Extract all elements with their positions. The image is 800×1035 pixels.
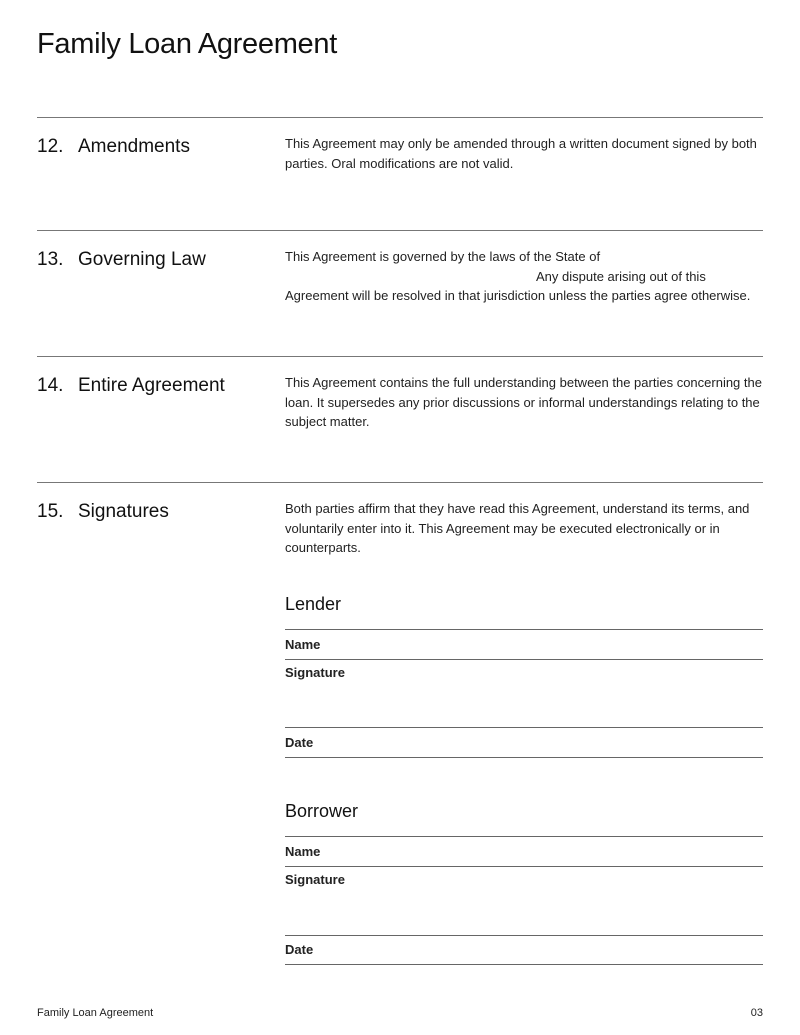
section-number: 13.	[37, 249, 64, 270]
text-line: Any dispute arising out of this	[536, 268, 706, 284]
section-text: Both parties affirm that they have read this Agreement, understand its terms, and voluntarily enter into it. This Agreement may be executed electronically or in counterparts.	[285, 501, 750, 555]
divider	[285, 866, 763, 867]
section-title: Signatures	[78, 501, 169, 522]
section-title: Entire Agreement	[78, 375, 225, 396]
text-line: This Agreement is governed by the laws of the State of	[285, 249, 601, 264]
divider	[285, 659, 763, 660]
divider	[285, 727, 763, 728]
divider	[37, 482, 763, 483]
divider	[285, 964, 763, 965]
text-line: Agreement will be resolved in that jurisdiction unless the parties agree otherwise.	[285, 288, 751, 303]
lender-name-field[interactable]: Name	[285, 637, 321, 652]
divider	[37, 356, 763, 357]
section-title: Governing Law	[78, 249, 206, 270]
divider	[37, 230, 763, 231]
section-text: This Agreement may only be amended through a written document signed by both parties. Oral modifications are not valid.	[285, 136, 757, 171]
borrower-heading: Borrower	[285, 801, 359, 821]
section-number: 15.	[37, 501, 64, 522]
page-title: Family Loan Agreement	[37, 28, 337, 60]
lender-heading: Lender	[285, 594, 342, 614]
section-text	[285, 247, 765, 306]
borrower-name-field[interactable]: Name	[285, 844, 321, 859]
borrower-date-field[interactable]: Date	[285, 942, 314, 957]
divider	[37, 117, 763, 118]
section-text: This Agreement contains the full understanding between the parties concerning the loan. It supersedes any prior discussions or informal understandings relating to the subject matter.	[285, 375, 762, 429]
lender-signature-field[interactable]: Signature	[285, 665, 345, 680]
borrower-signature-field[interactable]: Signature	[285, 872, 345, 887]
divider	[285, 836, 763, 837]
page-number: 03	[750, 1007, 763, 1019]
divider	[285, 935, 763, 936]
section-number: 14.	[37, 375, 64, 396]
section-number: 12.	[37, 136, 64, 157]
footer-title: Family Loan Agreement	[37, 1007, 154, 1019]
lender-date-field[interactable]: Date	[285, 735, 314, 750]
divider	[285, 629, 763, 630]
section-title: Amendments	[78, 136, 190, 157]
divider	[285, 757, 763, 758]
